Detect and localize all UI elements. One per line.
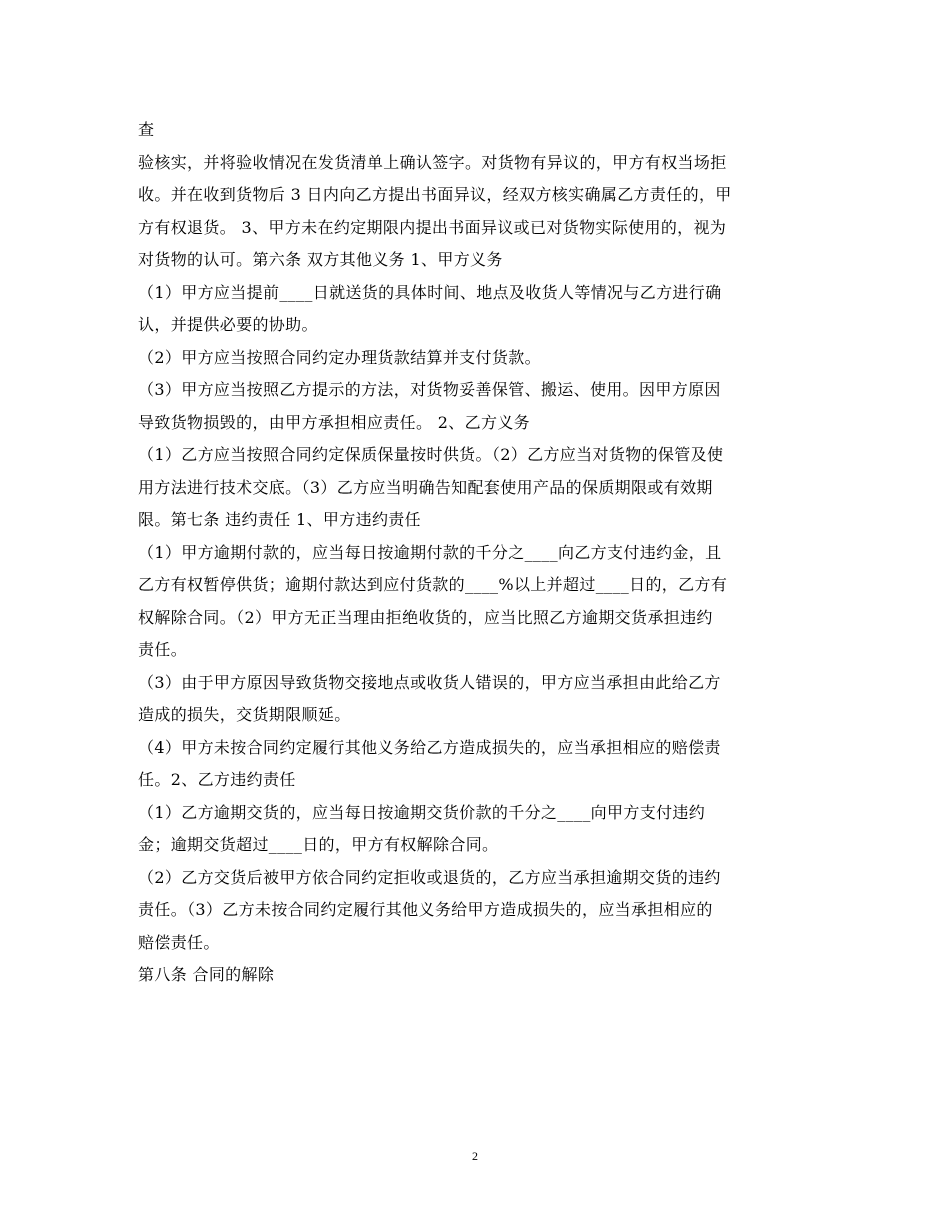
- text-line: （3）由于甲方原因导致货物交接地点或收货人错误的，甲方应当承担由此给乙方: [138, 672, 721, 692]
- text-line: （4）甲方未按合同约定履行其他义务给乙方造成损失的，应当承担相应的赔偿责: [138, 737, 721, 757]
- page-number: 2: [472, 1149, 478, 1163]
- text-line: 认，并提供必要的协助。: [138, 315, 318, 334]
- document-body: [138, 114, 812, 992]
- text-line: （1）乙方应当按照合同约定保质保量按时供货。（2）乙方应当对货物的保管及使: [138, 445, 724, 464]
- text-line: 权解除合同。（2）甲方无正当理由拒绝收货的，应当比照乙方逾期交货承担违约: [138, 607, 713, 627]
- text-line: 责任。: [138, 640, 188, 659]
- text-line: 限。第七条 违约责任 1、甲方违约责任: [138, 510, 422, 529]
- text-line: （1）乙方逾期交货的，应当每日按逾期交货价款的千分之____向甲方支付违约: [138, 802, 706, 822]
- text-line: 对货物的认可。第六条 双方其他义务 1、甲方义务: [138, 250, 503, 269]
- text-line: 方有权退货。 3、甲方未在约定期限内提出书面异议或已对货物实际使用的，视为: [138, 217, 727, 237]
- text-line: 查: [138, 120, 155, 139]
- text-line: （1）甲方逾期付款的，应当每日按逾期付款的千分之____向乙方支付违约金，且: [138, 542, 722, 562]
- text-line: 验核实，并将验收情况在发货清单上确认签字。对货物有异议的，甲方有权当场拒: [138, 152, 727, 172]
- text-line: 责任。（3）乙方未按合同约定履行其他义务给甲方造成损失的，应当承担相应的: [138, 900, 713, 919]
- text-line: （2）乙方交货后被甲方依合同约定拒收或退货的，乙方应当承担逾期交货的违约: [138, 867, 721, 887]
- text-line: 金；逾期交货超过____日的，甲方有权解除合同。: [138, 835, 499, 854]
- text-line: 收。并在收到货物后 3 日内向乙方提出书面异议，经双方核实确属乙方责任的，甲: [138, 185, 732, 204]
- text-line: 用方法进行技术交底。（3）乙方应当明确告知配套使用产品的保质期限或有效期: [138, 477, 713, 497]
- text-line: （3）甲方应当按照乙方提示的方法，对货物妥善保管、搬运、使用。因甲方原因: [138, 380, 721, 399]
- text-line: 赔偿责任。: [138, 932, 220, 952]
- text-line: （1）甲方应当提前____日就送货的具体时间、地点及收货人等情况与乙方进行确: [138, 282, 722, 302]
- text-line: （2）甲方应当按照合同约定办理货款结算并支付货款。: [138, 347, 541, 367]
- text-line: 任。2、乙方违约责任: [138, 770, 296, 789]
- text-line: 乙方有权暂停供货；逾期付款达到应付货款的____%以上并超过____日的，乙方有: [138, 575, 728, 594]
- text-line: 造成的损失，交货期限顺延。: [138, 705, 351, 724]
- section-heading: 第八条 合同的解除: [138, 965, 275, 984]
- text-line: 导致货物损毁的，由甲方承担相应责任。 2、乙方义务: [138, 412, 531, 432]
